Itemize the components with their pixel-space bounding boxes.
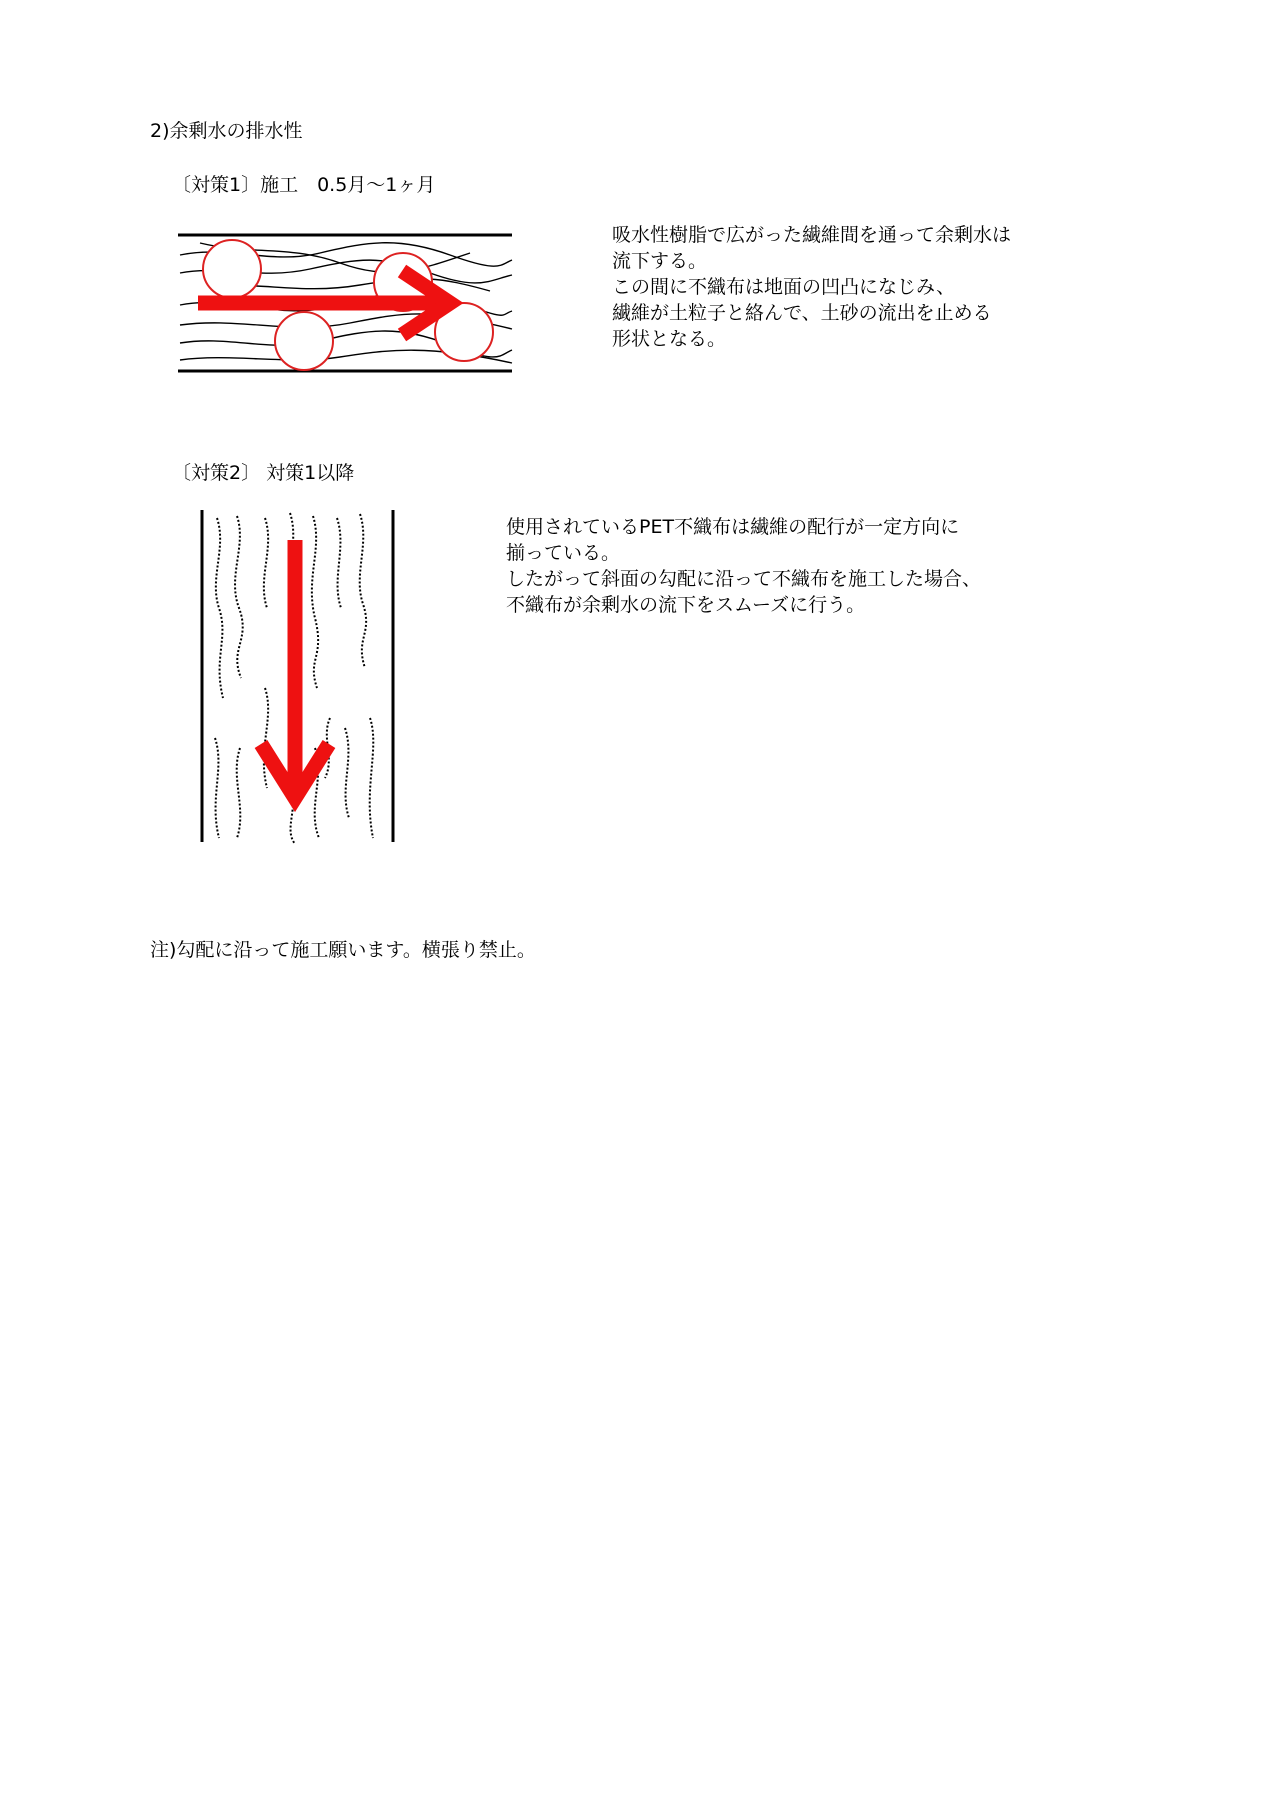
measure1-line-1: 吸水性樹脂で広がった繊維間を通って余剰水は bbox=[612, 224, 1012, 246]
diagram2-flow-arrow bbox=[261, 540, 329, 798]
measure2-line-1: 使用されているPET不織布は繊維の配行が一定方向に bbox=[506, 516, 960, 538]
installation-note: 注)勾配に沿って施工願います。横張り禁止。 bbox=[150, 939, 536, 961]
measure1-line-5: 形状となる。 bbox=[612, 328, 727, 350]
measure2-line-3: したがって斜面の勾配に沿って不織布を施工した場合、 bbox=[506, 568, 982, 590]
measure1-line-2: 流下する。 bbox=[612, 250, 708, 272]
measure2-line-4: 不織布が余剰水の流下をスムーズに行う。 bbox=[506, 594, 866, 616]
fiber-horizontal-diagram bbox=[170, 225, 520, 375]
measure2-line-2: 揃っている。 bbox=[506, 542, 621, 564]
measure1-heading: 〔対策1〕施工 0.5月〜1ヶ月 bbox=[172, 174, 436, 196]
measure1-line-3: この間に不織布は地面の凹凸になじみ、 bbox=[612, 276, 956, 298]
measure1-description bbox=[612, 222, 1011, 352]
soil-particle-3 bbox=[275, 312, 333, 370]
measure2-heading: 〔対策2〕 対策1以降 bbox=[172, 462, 355, 484]
fiber-vertical-diagram bbox=[195, 508, 405, 848]
measure1-line-4: 繊維が土粒子と絡んで、土砂の流出を止める bbox=[612, 302, 992, 324]
soil-particle-1 bbox=[203, 240, 261, 298]
measure2-description bbox=[506, 514, 981, 618]
section-heading: 2)余剰水の排水性 bbox=[150, 120, 303, 142]
